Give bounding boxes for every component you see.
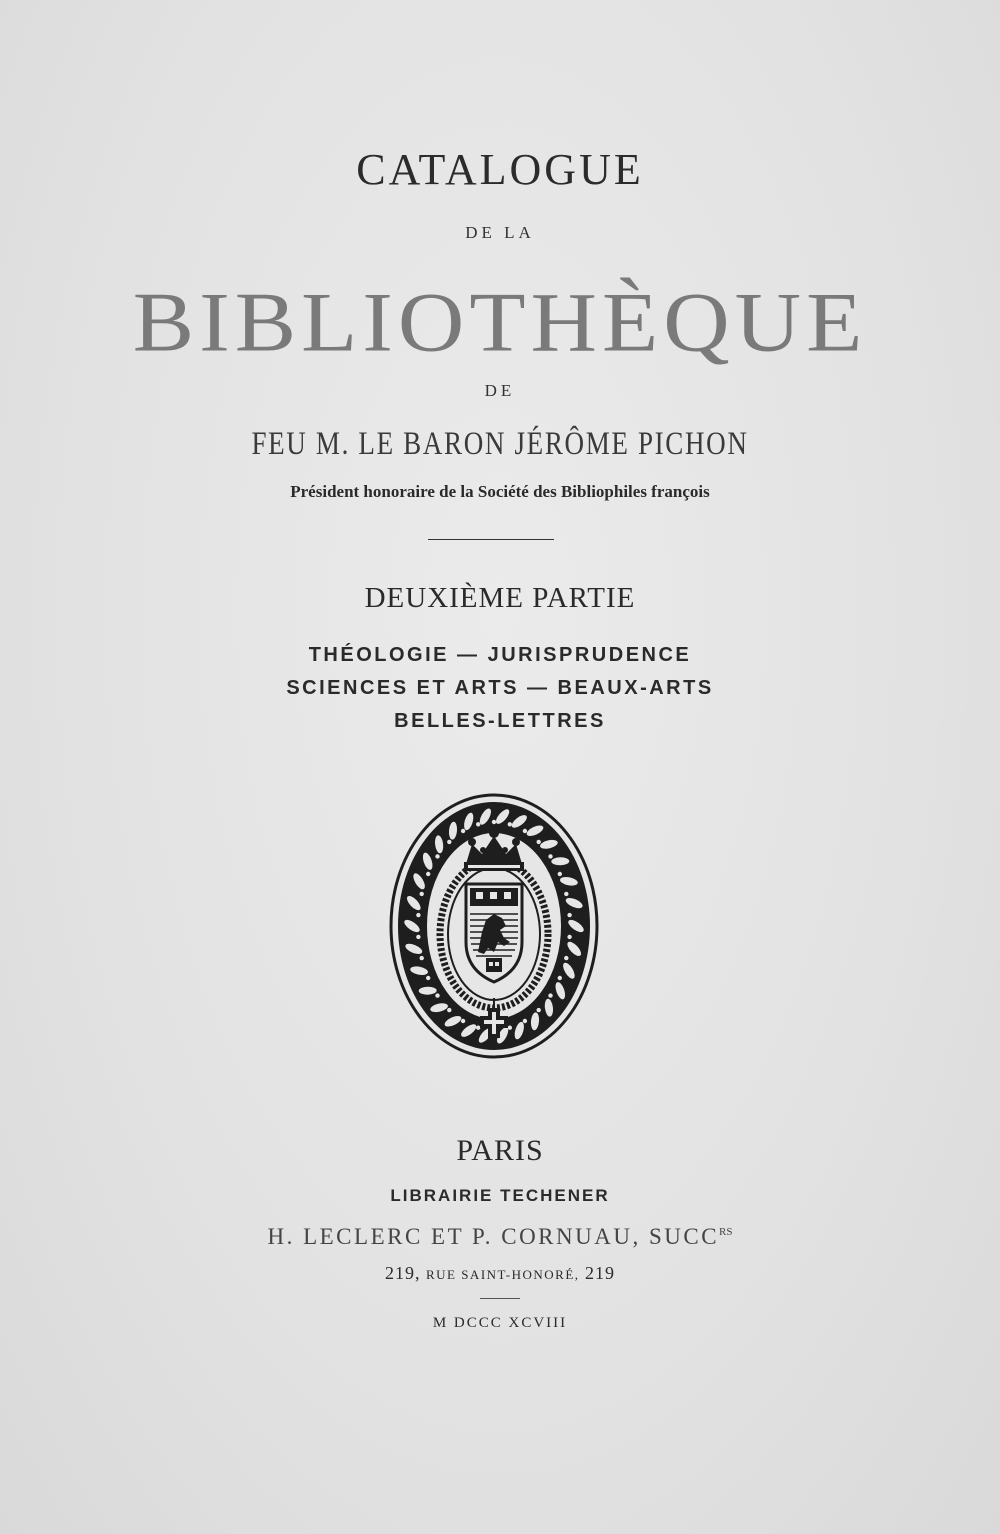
- title-de-la: DE LA: [465, 223, 535, 242]
- address-street: RUE SAINT-HONORÉ,: [425, 1267, 580, 1282]
- title-catalogue: CATALOGUE: [356, 145, 644, 194]
- imprint-successors-suffix: RS: [719, 1226, 733, 1238]
- divider-rule-small: [480, 1298, 520, 1299]
- imprint-city: PARIS: [456, 1134, 544, 1167]
- title-bibliotheque: BIBLIOTHÈQUE: [132, 275, 868, 369]
- owner-name: FEU M. LE BARON JÉRÔME PICHON: [251, 426, 749, 462]
- address-number-end: 219: [585, 1263, 616, 1283]
- imprint-successors-text: H. LECLERC ET P. CORNUAU, SUCC: [267, 1224, 720, 1249]
- address-number: 219,: [384, 1263, 421, 1283]
- armorial-bookplate-icon: [388, 792, 600, 1060]
- divider-rule: [428, 539, 554, 540]
- imprint-year: M DCCC XCVIII: [432, 1315, 568, 1331]
- part-title: DEUXIÈME PARTIE: [364, 582, 636, 614]
- imprint-publisher: LIBRAIRIE TECHENER: [390, 1186, 610, 1205]
- subjects-line-1: THÉOLOGIE — JURISPRUDENCE: [308, 644, 692, 666]
- subjects-line-2: SCIENCES ET ARTS — BEAUX-ARTS: [286, 677, 714, 699]
- title-de: DE: [484, 381, 516, 400]
- imprint-address: [0, 1264, 1000, 1282]
- owner-title: Président honoraire de la Société des Bibliophiles françois: [290, 482, 710, 501]
- imprint-successors: [0, 1225, 1000, 1248]
- subjects-line-3: BELLES-LETTRES: [394, 710, 606, 732]
